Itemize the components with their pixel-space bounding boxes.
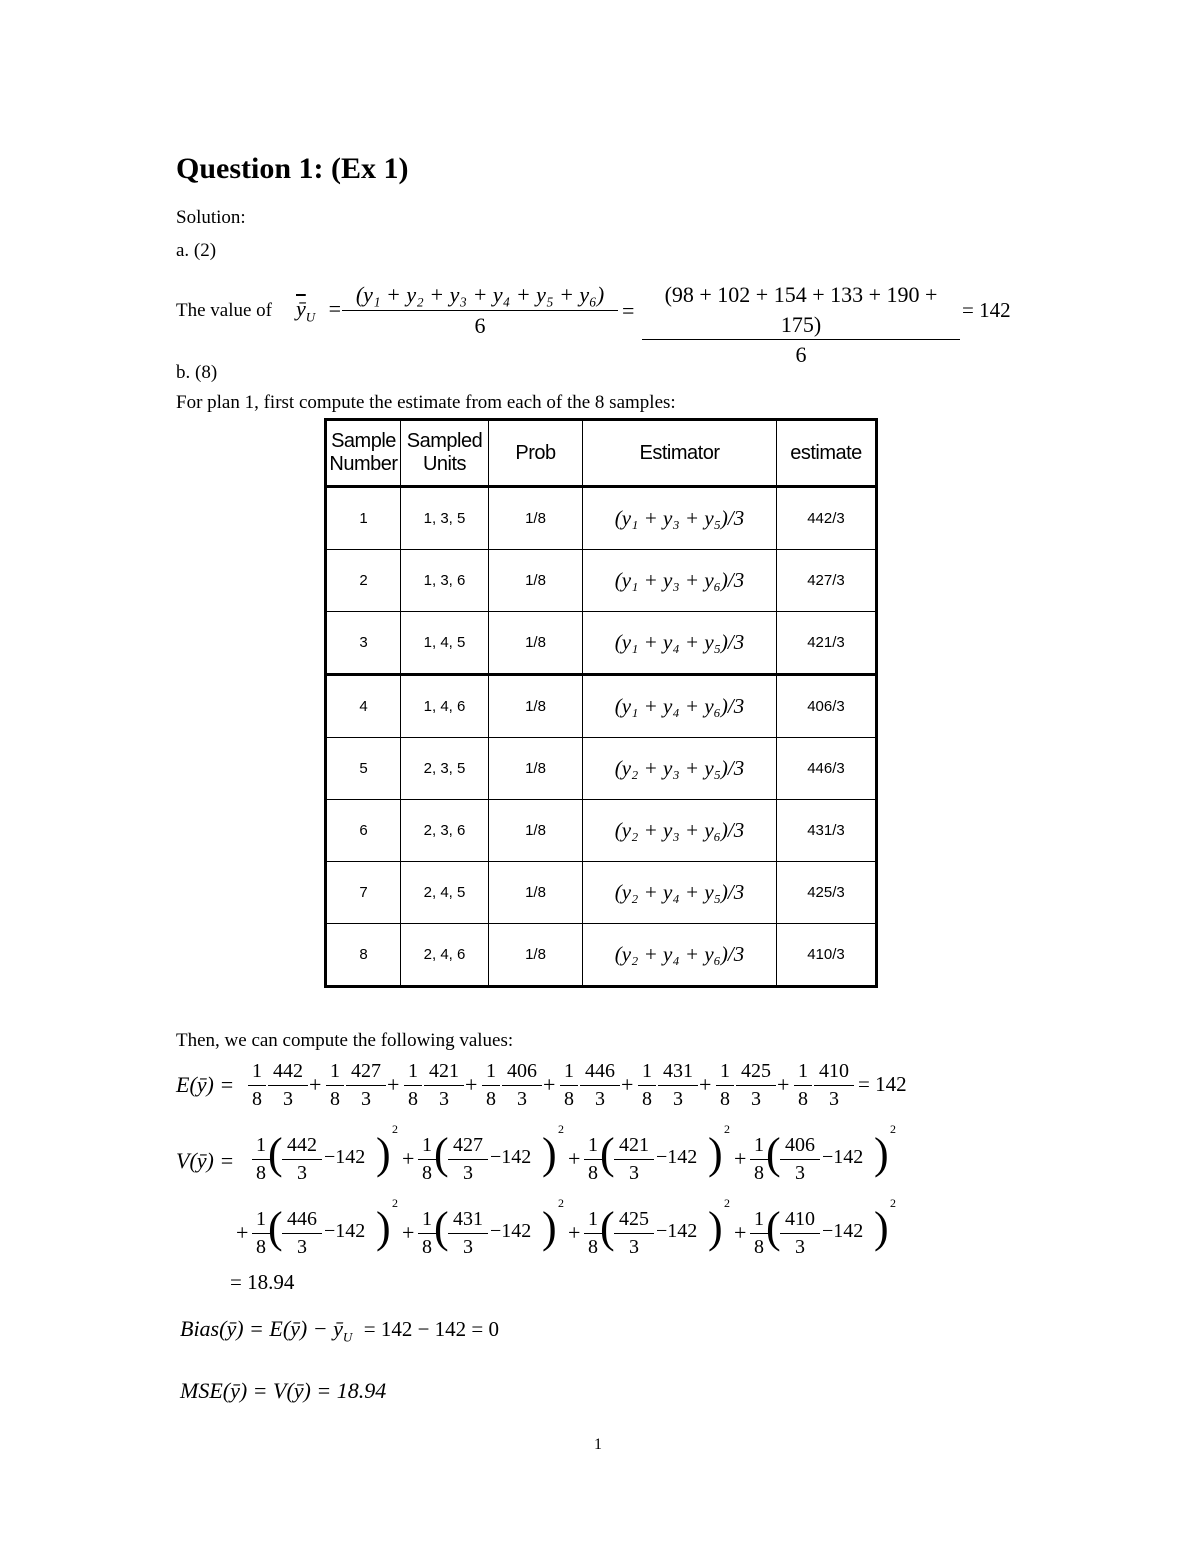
fraction: $\frac{1}{8}$ (252, 1206, 270, 1261)
fraction: $\frac{406}{3}$ (502, 1058, 542, 1113)
paren-left: ( (766, 1129, 781, 1178)
fraction: $\frac{446}{3}$ (282, 1206, 322, 1261)
table-row (326, 550, 877, 612)
mse-formula: MSE(ȳ) = V(ȳ) = 18.94 (180, 1378, 387, 1403)
header-sampled-units: Sampled Units (401, 420, 489, 487)
paren-right: ) (542, 1203, 557, 1252)
cell-estimate: 431/3 (777, 800, 877, 862)
cell-estimator: (y₁ + y₃ + y₅)/3 (583, 487, 777, 550)
fraction: $\frac{421}{3}$ (614, 1132, 654, 1187)
cell-sample-number: 7 (326, 862, 401, 924)
cell-prob: 1/8 (489, 550, 583, 612)
part-a-result: = 142 (962, 298, 1011, 322)
cell-estimator: (y₂ + y₄ + y₅)/3 (583, 862, 777, 924)
page-title: Question 1: (Ex 1) (176, 152, 409, 185)
header-sample-number: Sample Number (326, 420, 401, 487)
minus-142: −142 (656, 1146, 698, 1168)
minus-142: −142 (324, 1220, 366, 1242)
fraction: $\frac{442}{3}$ (282, 1132, 322, 1187)
paren-right: ) (708, 1203, 723, 1252)
cell-estimator: (y₂ + y₃ + y₆)/3 (583, 800, 777, 862)
cell-sample-number: 3 (326, 612, 401, 675)
then-text: Then, we can compute the following values: (176, 1030, 514, 1051)
cell-estimate: 442/3 (777, 487, 877, 550)
paren-left: ( (434, 1203, 449, 1252)
cell-estimate: 410/3 (777, 924, 877, 987)
samples-table (324, 418, 878, 988)
fraction: $\frac{1}{8}$ (248, 1058, 266, 1113)
fraction: $\frac{1}{8}$ (482, 1058, 500, 1113)
plus-sign: + (568, 1146, 581, 1171)
expectation-result: = 142 (858, 1072, 907, 1096)
paren-right: ) (874, 1203, 889, 1252)
paren-left: ( (766, 1203, 781, 1252)
paren-left: ( (600, 1203, 615, 1252)
fraction: $\frac{410}{3}$ (814, 1058, 854, 1113)
exponent: 2 (558, 1196, 564, 1210)
cell-estimator: (y₁ + y₄ + y₅)/3 (583, 612, 777, 675)
fraction: $\frac{1}{8}$ (418, 1132, 436, 1187)
cell-units: 1, 4, 6 (401, 675, 489, 738)
part-a-lead: The value of (176, 300, 273, 321)
cell-estimate: 425/3 (777, 862, 877, 924)
paren-left: ( (434, 1129, 449, 1178)
cell-prob: 1/8 (489, 924, 583, 987)
header-estimate: estimate (777, 420, 877, 487)
cell-units: 1, 3, 5 (401, 487, 489, 550)
paren-left: ( (268, 1129, 283, 1178)
variance-result: = 18.94 (230, 1270, 295, 1294)
plus-sign: + (777, 1072, 790, 1097)
fraction: $\frac{1}{8}$ (750, 1132, 768, 1187)
plus-sign: + (465, 1072, 478, 1097)
cell-units: 2, 4, 6 (401, 924, 489, 987)
paren-right: ) (376, 1203, 391, 1252)
cell-units: 2, 3, 6 (401, 800, 489, 862)
cell-units: 2, 4, 5 (401, 862, 489, 924)
plus-sign: + (387, 1072, 400, 1097)
cell-sample-number: 1 (326, 487, 401, 550)
table-row (326, 800, 877, 862)
fraction: $\frac{427}{3}$ (346, 1058, 386, 1113)
cell-sample-number: 5 (326, 738, 401, 800)
minus-142: −142 (822, 1146, 864, 1168)
minus-142: −142 (656, 1220, 698, 1242)
plus-sign: + (402, 1220, 415, 1245)
plus-sign: + (402, 1146, 415, 1171)
page-number: 1 (594, 1436, 602, 1453)
cell-units: 2, 3, 5 (401, 738, 489, 800)
cell-sample-number: 6 (326, 800, 401, 862)
cell-prob: 1/8 (489, 800, 583, 862)
expectation-lhs: E(ȳ) = (176, 1072, 235, 1097)
fraction: $\frac{1}{8}$ (584, 1206, 602, 1261)
cell-estimator: (y₁ + y₃ + y₆)/3 (583, 550, 777, 612)
fraction: $\frac{442}{3}$ (268, 1058, 308, 1113)
exponent: 2 (392, 1196, 398, 1210)
plus-sign: + (621, 1072, 634, 1097)
plus-sign: + (309, 1072, 322, 1097)
paren-left: ( (268, 1203, 283, 1252)
exponent: 2 (724, 1122, 730, 1136)
cell-sample-number: 8 (326, 924, 401, 987)
part-a-label: a. (2) (176, 240, 217, 261)
table-row (326, 487, 877, 550)
plus-sign: + (734, 1146, 747, 1171)
table-header-row (326, 420, 877, 487)
part-b-label: b. (8) (176, 362, 218, 383)
header-prob: Prob (489, 420, 583, 487)
table-row (326, 612, 877, 675)
fraction: $\frac{1}{8}$ (418, 1206, 436, 1261)
bias-formula: Bias(ȳ) = E(ȳ) − $ȳ_U = 142 - 142 = 0$ (180, 1316, 500, 1345)
part-a-fraction-values: $\frac{(98 + 102 + 154 + 133 + 190 + 175)}{6}$ (642, 280, 960, 370)
fraction: $\frac{446}{3}$ (580, 1058, 620, 1113)
cell-estimate: 427/3 (777, 550, 877, 612)
fraction: $\frac{425}{3}$ (614, 1206, 654, 1261)
variance-lhs: V(ȳ) = (176, 1148, 235, 1173)
fraction: $\frac{1}{8}$ (584, 1132, 602, 1187)
cell-prob: 1/8 (489, 487, 583, 550)
plus-sign: + (734, 1220, 747, 1245)
fraction: $\frac{1}{8}$ (716, 1058, 734, 1113)
cell-prob: 1/8 (489, 738, 583, 800)
plus-sign: + (699, 1072, 712, 1097)
table-row (326, 738, 877, 800)
fraction: $\frac{431}{3}$ (658, 1058, 698, 1113)
paren-right: ) (376, 1129, 391, 1178)
exponent: 2 (890, 1196, 896, 1210)
exponent: 2 (890, 1122, 896, 1136)
plus-sign: + (236, 1220, 249, 1245)
part-a-fraction-symbolic: $\frac{\text{(y₁ + y₂ + y₃ + y₄ + y₅ + y₆)}}{6}$ (342, 280, 618, 340)
cell-estimator: (y₁ + y₄ + y₆)/3 (583, 675, 777, 738)
solution-label: Solution: (176, 207, 246, 228)
fraction: $\frac{1}{8}$ (560, 1058, 578, 1113)
table-row (326, 924, 877, 987)
paren-left: ( (600, 1129, 615, 1178)
cell-prob: 1/8 (489, 612, 583, 675)
fraction: $\frac{410}{3}$ (780, 1206, 820, 1261)
cell-prob: 1/8 (489, 675, 583, 738)
cell-estimate: 406/3 (777, 675, 877, 738)
cell-sample-number: 4 (326, 675, 401, 738)
cell-estimator: (y₂ + y₃ + y₅)/3 (583, 738, 777, 800)
plus-sign: + (543, 1072, 556, 1097)
table-row (326, 675, 877, 738)
fraction: $\frac{1}{8}$ (404, 1058, 422, 1113)
paren-right: ) (542, 1129, 557, 1178)
exponent: 2 (392, 1122, 398, 1136)
fraction: $\frac{1}{8}$ (326, 1058, 344, 1113)
paren-right: ) (874, 1129, 889, 1178)
minus-142: −142 (490, 1146, 532, 1168)
fraction: $\frac{1}{8}$ (638, 1058, 656, 1113)
table-row (326, 862, 877, 924)
fraction: $\frac{421}{3}$ (424, 1058, 464, 1113)
cell-estimate: 446/3 (777, 738, 877, 800)
exponent: 2 (724, 1196, 730, 1210)
minus-142: −142 (822, 1220, 864, 1242)
fraction: $\frac{406}{3}$ (780, 1132, 820, 1187)
fraction: $\frac{425}{3}$ (736, 1058, 776, 1113)
fraction: $\frac{1}{8}$ (252, 1132, 270, 1187)
fraction: $\frac{1}{8}$ (750, 1206, 768, 1261)
minus-142: −142 (324, 1146, 366, 1168)
cell-prob: 1/8 (489, 862, 583, 924)
fraction: $\frac{1}{8}$ (794, 1058, 812, 1113)
plus-sign: + (568, 1220, 581, 1245)
equals-sign: = (622, 298, 635, 323)
fraction: $\frac{427}{3}$ (448, 1132, 488, 1187)
exponent: 2 (558, 1122, 564, 1136)
cell-sample-number: 2 (326, 550, 401, 612)
ybar-u: $\overline{ȳ}_U$ = (296, 296, 342, 325)
cell-units: 1, 3, 6 (401, 550, 489, 612)
header-estimator: Estimator (583, 420, 777, 487)
minus-142: −142 (490, 1220, 532, 1242)
cell-estimator: (y₂ + y₄ + y₆)/3 (583, 924, 777, 987)
fraction: $\frac{431}{3}$ (448, 1206, 488, 1261)
cell-estimate: 421/3 (777, 612, 877, 675)
paren-right: ) (708, 1129, 723, 1178)
cell-units: 1, 4, 5 (401, 612, 489, 675)
part-b-intro: For plan 1, first compute the estimate from each of the 8 samples: (176, 392, 676, 413)
